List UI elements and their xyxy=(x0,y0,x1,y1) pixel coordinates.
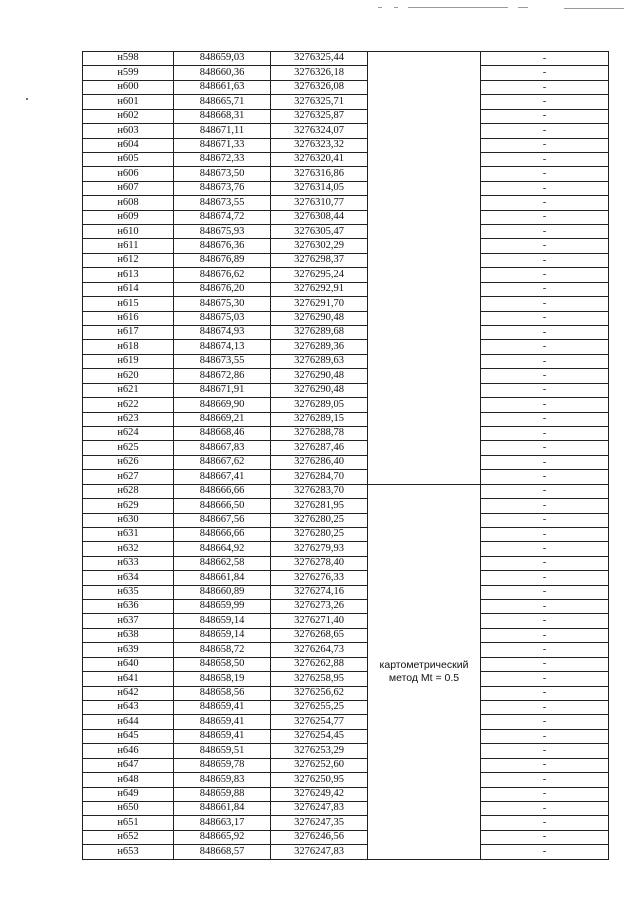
table-row xyxy=(83,95,609,109)
table-row xyxy=(83,426,609,440)
point-id: н647 xyxy=(83,758,174,772)
table-row xyxy=(83,816,609,830)
coord-y: 3276258,95 xyxy=(271,672,368,686)
coord-x: 848658,56 xyxy=(174,686,271,700)
point-id: н603 xyxy=(83,124,174,138)
point-id: н626 xyxy=(83,455,174,469)
coord-x: 848665,92 xyxy=(174,830,271,844)
coord-y: 3276326,18 xyxy=(271,66,368,80)
coord-y: 3276289,15 xyxy=(271,412,368,426)
coord-y: 3276314,05 xyxy=(271,181,368,195)
coord-y: 3276308,44 xyxy=(271,210,368,224)
accuracy-value: - xyxy=(481,138,609,152)
method-cell-empty xyxy=(368,52,481,485)
point-id: н641 xyxy=(83,672,174,686)
point-id: н607 xyxy=(83,181,174,195)
point-id: н630 xyxy=(83,513,174,527)
coord-x: 848671,33 xyxy=(174,138,271,152)
accuracy-value: - xyxy=(481,816,609,830)
point-id: н613 xyxy=(83,268,174,282)
point-id: н614 xyxy=(83,282,174,296)
scan-artifact xyxy=(564,8,624,9)
accuracy-value: - xyxy=(481,657,609,671)
point-id: н605 xyxy=(83,152,174,166)
accuracy-value: - xyxy=(481,729,609,743)
coord-y: 3276256,62 xyxy=(271,686,368,700)
accuracy-value: - xyxy=(481,152,609,166)
point-id: н608 xyxy=(83,196,174,210)
table-row xyxy=(83,311,609,325)
coord-y: 3276255,25 xyxy=(271,700,368,714)
table-row xyxy=(83,152,609,166)
coord-y: 3276253,29 xyxy=(271,744,368,758)
coord-x: 848659,41 xyxy=(174,729,271,743)
table-row xyxy=(83,66,609,80)
coord-x: 848659,83 xyxy=(174,773,271,787)
coord-x: 848658,50 xyxy=(174,657,271,671)
accuracy-value: - xyxy=(481,542,609,556)
coord-x: 848675,93 xyxy=(174,225,271,239)
coord-y: 3276289,68 xyxy=(271,326,368,340)
coord-y: 3276283,70 xyxy=(271,484,368,498)
point-id: н628 xyxy=(83,484,174,498)
coord-y: 3276250,95 xyxy=(271,773,368,787)
scan-dot xyxy=(26,98,28,100)
accuracy-value: - xyxy=(481,239,609,253)
coord-x: 848667,41 xyxy=(174,470,271,484)
accuracy-value: - xyxy=(481,571,609,585)
coord-y: 3276289,63 xyxy=(271,354,368,368)
coord-x: 848659,88 xyxy=(174,787,271,801)
coord-x: 848669,21 xyxy=(174,412,271,426)
coord-y: 3276287,46 xyxy=(271,441,368,455)
accuracy-value: - xyxy=(481,715,609,729)
coord-x: 848673,55 xyxy=(174,196,271,210)
scan-artifact xyxy=(408,7,508,8)
table-row xyxy=(83,628,609,642)
coord-y: 3276247,83 xyxy=(271,801,368,815)
table-row xyxy=(83,729,609,743)
accuracy-value: - xyxy=(481,470,609,484)
point-id: н622 xyxy=(83,398,174,412)
coord-x: 848659,03 xyxy=(174,52,271,66)
accuracy-value: - xyxy=(481,253,609,267)
point-id: н650 xyxy=(83,801,174,815)
accuracy-value: - xyxy=(481,455,609,469)
point-id: н610 xyxy=(83,225,174,239)
accuracy-value: - xyxy=(481,600,609,614)
point-id: н616 xyxy=(83,311,174,325)
table-row xyxy=(83,758,609,772)
coord-x: 848671,91 xyxy=(174,383,271,397)
accuracy-value: - xyxy=(481,758,609,772)
point-id: н633 xyxy=(83,556,174,570)
table-row xyxy=(83,297,609,311)
point-id: н648 xyxy=(83,773,174,787)
accuracy-value: - xyxy=(481,124,609,138)
accuracy-value: - xyxy=(481,643,609,657)
coord-y: 3276278,40 xyxy=(271,556,368,570)
coord-x: 848662,58 xyxy=(174,556,271,570)
accuracy-value: - xyxy=(481,80,609,94)
coord-x: 848659,41 xyxy=(174,700,271,714)
accuracy-value: - xyxy=(481,282,609,296)
accuracy-value: - xyxy=(481,672,609,686)
coord-y: 3276289,36 xyxy=(271,340,368,354)
accuracy-value: - xyxy=(481,181,609,195)
point-id: н627 xyxy=(83,470,174,484)
coord-y: 3276254,77 xyxy=(271,715,368,729)
table-row xyxy=(83,369,609,383)
coord-y: 3276295,24 xyxy=(271,268,368,282)
point-id: н631 xyxy=(83,527,174,541)
coord-y: 3276247,35 xyxy=(271,816,368,830)
coord-y: 3276325,44 xyxy=(271,52,368,66)
table-row xyxy=(83,470,609,484)
coord-x: 848664,92 xyxy=(174,542,271,556)
table-row xyxy=(83,830,609,844)
coord-y: 3276281,95 xyxy=(271,499,368,513)
coord-x: 848659,51 xyxy=(174,744,271,758)
accuracy-value: - xyxy=(481,787,609,801)
accuracy-value: - xyxy=(481,225,609,239)
coord-x: 848659,99 xyxy=(174,600,271,614)
coord-x: 848675,30 xyxy=(174,297,271,311)
table-row xyxy=(83,124,609,138)
coord-x: 848674,93 xyxy=(174,326,271,340)
point-id: н620 xyxy=(83,369,174,383)
coordinates-table xyxy=(82,51,609,860)
point-id: н619 xyxy=(83,354,174,368)
coord-x: 848669,90 xyxy=(174,398,271,412)
point-id: н617 xyxy=(83,326,174,340)
coord-y: 3276305,47 xyxy=(271,225,368,239)
coord-y: 3276276,33 xyxy=(271,571,368,585)
accuracy-value: - xyxy=(481,210,609,224)
accuracy-value: - xyxy=(481,383,609,397)
point-id: н621 xyxy=(83,383,174,397)
table-row xyxy=(83,181,609,195)
point-id: н649 xyxy=(83,787,174,801)
table-row xyxy=(83,513,609,527)
accuracy-value: - xyxy=(481,801,609,815)
accuracy-value: - xyxy=(481,700,609,714)
table-row xyxy=(83,268,609,282)
coord-y: 3276262,88 xyxy=(271,657,368,671)
coord-y: 3276323,32 xyxy=(271,138,368,152)
coord-x: 848666,66 xyxy=(174,484,271,498)
point-id: н645 xyxy=(83,729,174,743)
table-row xyxy=(83,484,609,498)
point-id: н612 xyxy=(83,253,174,267)
accuracy-value: - xyxy=(481,109,609,123)
accuracy-value: - xyxy=(481,398,609,412)
coord-x: 848668,57 xyxy=(174,845,271,859)
accuracy-value: - xyxy=(481,628,609,642)
coord-x: 848667,83 xyxy=(174,441,271,455)
accuracy-value: - xyxy=(481,326,609,340)
accuracy-value: - xyxy=(481,744,609,758)
point-id: н601 xyxy=(83,95,174,109)
accuracy-value: - xyxy=(481,66,609,80)
accuracy-value: - xyxy=(481,354,609,368)
coord-y: 3276246,56 xyxy=(271,830,368,844)
coord-x: 848658,72 xyxy=(174,643,271,657)
accuracy-value: - xyxy=(481,196,609,210)
accuracy-value: - xyxy=(481,614,609,628)
coord-y: 3276325,71 xyxy=(271,95,368,109)
coord-x: 848673,50 xyxy=(174,167,271,181)
table-row xyxy=(83,643,609,657)
coord-x: 848673,76 xyxy=(174,181,271,195)
table-row xyxy=(83,845,609,859)
point-id: н651 xyxy=(83,816,174,830)
coord-y: 3276316,86 xyxy=(271,167,368,181)
table-row xyxy=(83,167,609,181)
method-label-line2: метод Mt = 0.5 xyxy=(388,671,460,684)
point-id: н609 xyxy=(83,210,174,224)
point-id: н638 xyxy=(83,628,174,642)
accuracy-value: - xyxy=(481,513,609,527)
point-id: н624 xyxy=(83,426,174,440)
coord-y: 3276292,91 xyxy=(271,282,368,296)
coord-x: 848672,86 xyxy=(174,369,271,383)
table-row xyxy=(83,571,609,585)
coord-x: 848663,17 xyxy=(174,816,271,830)
table-row xyxy=(83,744,609,758)
table-row xyxy=(83,398,609,412)
table-row xyxy=(83,600,609,614)
accuracy-value: - xyxy=(481,369,609,383)
accuracy-value: - xyxy=(481,52,609,66)
accuracy-value: - xyxy=(481,830,609,844)
coord-x: 848659,41 xyxy=(174,715,271,729)
point-id: н644 xyxy=(83,715,174,729)
point-id: н646 xyxy=(83,744,174,758)
table-row xyxy=(83,239,609,253)
coord-y: 3276268,65 xyxy=(271,628,368,642)
accuracy-value: - xyxy=(481,441,609,455)
coord-x: 848661,84 xyxy=(174,801,271,815)
accuracy-value: - xyxy=(481,845,609,859)
table-row xyxy=(83,700,609,714)
point-id: н611 xyxy=(83,239,174,253)
point-id: н642 xyxy=(83,686,174,700)
point-id: н653 xyxy=(83,845,174,859)
coord-x: 848666,66 xyxy=(174,527,271,541)
coord-y: 3276271,40 xyxy=(271,614,368,628)
coord-y: 3276291,70 xyxy=(271,297,368,311)
point-id: н604 xyxy=(83,138,174,152)
coord-y: 3276290,48 xyxy=(271,383,368,397)
coord-x: 848676,36 xyxy=(174,239,271,253)
method-cell xyxy=(368,484,481,859)
method-label-line1: картометрический xyxy=(379,658,469,671)
table-row xyxy=(83,196,609,210)
point-id: н634 xyxy=(83,571,174,585)
accuracy-value: - xyxy=(481,167,609,181)
table-row xyxy=(83,253,609,267)
coord-y: 3276298,37 xyxy=(271,253,368,267)
coord-y: 3276320,41 xyxy=(271,152,368,166)
table-row xyxy=(83,686,609,700)
coord-x: 848668,46 xyxy=(174,426,271,440)
coord-x: 848661,63 xyxy=(174,80,271,94)
table-row xyxy=(83,672,609,686)
accuracy-value: - xyxy=(481,268,609,282)
table-row xyxy=(83,80,609,94)
coord-x: 848676,62 xyxy=(174,268,271,282)
point-id: н599 xyxy=(83,66,174,80)
scan-artifact xyxy=(518,7,528,8)
table-row xyxy=(83,773,609,787)
scan-artifact xyxy=(394,7,398,8)
point-id: н606 xyxy=(83,167,174,181)
table-row xyxy=(83,499,609,513)
coord-y: 3276280,25 xyxy=(271,513,368,527)
point-id: н615 xyxy=(83,297,174,311)
coord-x: 848667,56 xyxy=(174,513,271,527)
point-id: н625 xyxy=(83,441,174,455)
point-id: н635 xyxy=(83,585,174,599)
coord-y: 3276325,87 xyxy=(271,109,368,123)
point-id: н598 xyxy=(83,52,174,66)
coord-y: 3276264,73 xyxy=(271,643,368,657)
coord-x: 848659,78 xyxy=(174,758,271,772)
point-id: н636 xyxy=(83,600,174,614)
table-row xyxy=(83,138,609,152)
point-id: н639 xyxy=(83,643,174,657)
table-row xyxy=(83,787,609,801)
coord-y: 3276252,60 xyxy=(271,758,368,772)
accuracy-value: - xyxy=(481,773,609,787)
coord-y: 3276286,40 xyxy=(271,455,368,469)
coord-y: 3276279,93 xyxy=(271,542,368,556)
coord-y: 3276288,78 xyxy=(271,426,368,440)
coord-y: 3276247,83 xyxy=(271,845,368,859)
accuracy-value: - xyxy=(481,95,609,109)
coord-x: 848676,20 xyxy=(174,282,271,296)
table-row xyxy=(83,441,609,455)
table-row xyxy=(83,412,609,426)
table-row xyxy=(83,585,609,599)
coord-x: 848665,71 xyxy=(174,95,271,109)
table-row xyxy=(83,715,609,729)
accuracy-value: - xyxy=(481,412,609,426)
accuracy-value: - xyxy=(481,340,609,354)
accuracy-value: - xyxy=(481,426,609,440)
point-id: н629 xyxy=(83,499,174,513)
coord-x: 848660,36 xyxy=(174,66,271,80)
point-id: н637 xyxy=(83,614,174,628)
table-row xyxy=(83,556,609,570)
coord-x: 848675,03 xyxy=(174,311,271,325)
coord-y: 3276254,45 xyxy=(271,729,368,743)
accuracy-value: - xyxy=(481,297,609,311)
point-id: н602 xyxy=(83,109,174,123)
coord-y: 3276274,16 xyxy=(271,585,368,599)
accuracy-value: - xyxy=(481,527,609,541)
accuracy-value: - xyxy=(481,556,609,570)
coord-y: 3276280,25 xyxy=(271,527,368,541)
table-row xyxy=(83,614,609,628)
coord-x: 848668,31 xyxy=(174,109,271,123)
table-row xyxy=(83,340,609,354)
coord-y: 3276310,77 xyxy=(271,196,368,210)
table-row xyxy=(83,527,609,541)
coord-x: 848659,14 xyxy=(174,628,271,642)
coord-x: 848673,55 xyxy=(174,354,271,368)
table-row xyxy=(83,282,609,296)
accuracy-value: - xyxy=(481,484,609,498)
coord-x: 848659,14 xyxy=(174,614,271,628)
accuracy-value: - xyxy=(481,499,609,513)
coord-x: 848658,19 xyxy=(174,672,271,686)
coord-y: 3276290,48 xyxy=(271,369,368,383)
coord-y: 3276284,70 xyxy=(271,470,368,484)
coord-y: 3276249,42 xyxy=(271,787,368,801)
coord-x: 848667,62 xyxy=(174,455,271,469)
point-id: н632 xyxy=(83,542,174,556)
table-row xyxy=(83,326,609,340)
scan-artifact xyxy=(378,7,382,8)
coord-x: 848661,84 xyxy=(174,571,271,585)
table-row xyxy=(83,542,609,556)
point-id: н652 xyxy=(83,830,174,844)
point-id: н640 xyxy=(83,657,174,671)
accuracy-value: - xyxy=(481,311,609,325)
table-row xyxy=(83,225,609,239)
coord-x: 848671,11 xyxy=(174,124,271,138)
table-row xyxy=(83,109,609,123)
accuracy-value: - xyxy=(481,585,609,599)
point-id: н643 xyxy=(83,700,174,714)
table-row xyxy=(83,657,609,671)
table-row xyxy=(83,52,609,66)
coord-x: 848666,50 xyxy=(174,499,271,513)
point-id: н600 xyxy=(83,80,174,94)
coord-x: 848674,72 xyxy=(174,210,271,224)
point-id: н618 xyxy=(83,340,174,354)
point-id: н623 xyxy=(83,412,174,426)
table-row xyxy=(83,210,609,224)
table-row xyxy=(83,354,609,368)
coord-x: 848660,89 xyxy=(174,585,271,599)
coord-x: 848674,13 xyxy=(174,340,271,354)
table-row xyxy=(83,801,609,815)
accuracy-value: - xyxy=(481,686,609,700)
table-row xyxy=(83,455,609,469)
coord-y: 3276302,29 xyxy=(271,239,368,253)
coord-x: 848676,89 xyxy=(174,253,271,267)
coord-y: 3276326,08 xyxy=(271,80,368,94)
coord-x: 848672,33 xyxy=(174,152,271,166)
coord-y: 3276289,05 xyxy=(271,398,368,412)
coord-y: 3276324,07 xyxy=(271,124,368,138)
table-row xyxy=(83,383,609,397)
coord-y: 3276290,48 xyxy=(271,311,368,325)
coordinates-table-body xyxy=(83,52,609,860)
coord-y: 3276273,26 xyxy=(271,600,368,614)
